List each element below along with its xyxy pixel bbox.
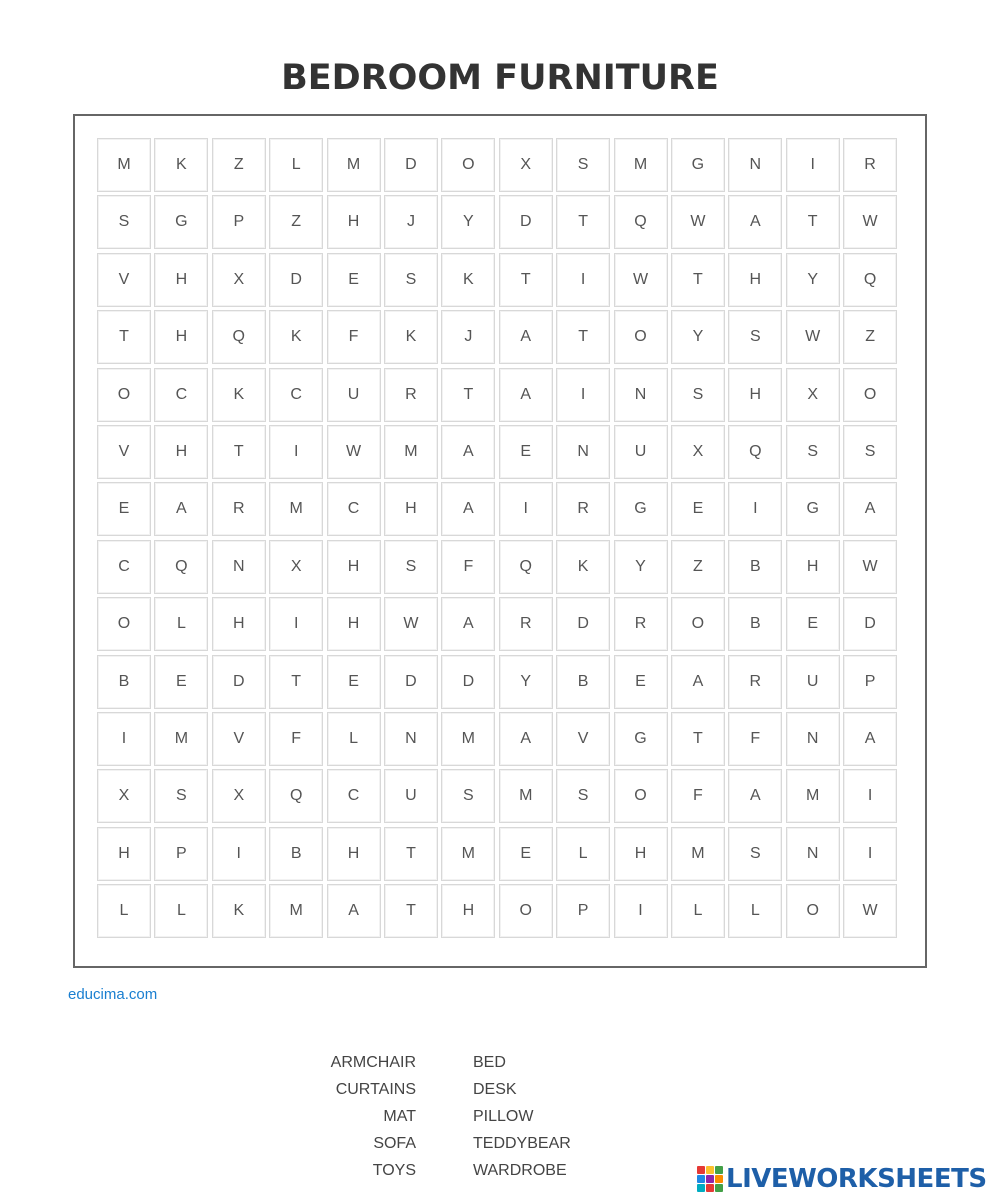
grid-cell[interactable]: U — [327, 368, 381, 422]
grid-cell[interactable]: I — [269, 597, 323, 651]
grid-cell[interactable]: X — [212, 769, 266, 823]
word-list-item: PILLOW — [473, 1108, 534, 1125]
grid-cell[interactable]: X — [786, 368, 840, 422]
grid-cell[interactable]: F — [728, 712, 782, 766]
grid-cell[interactable]: M — [154, 712, 208, 766]
grid-cell[interactable]: H — [327, 827, 381, 881]
grid-cell[interactable]: O — [843, 368, 897, 422]
grid-cell[interactable]: M — [441, 712, 495, 766]
grid-cell[interactable]: I — [499, 482, 553, 536]
grid-cell[interactable]: D — [441, 655, 495, 709]
grid-cell[interactable]: E — [154, 655, 208, 709]
grid-cell[interactable]: T — [441, 368, 495, 422]
logo-square — [706, 1184, 714, 1192]
grid-cell[interactable]: H — [154, 425, 208, 479]
grid-cell[interactable]: S — [728, 827, 782, 881]
grid-cell[interactable]: B — [728, 540, 782, 594]
grid-cell[interactable]: F — [671, 769, 725, 823]
grid-cell[interactable]: E — [327, 253, 381, 307]
grid-cell[interactable]: E — [327, 655, 381, 709]
grid-cell[interactable]: L — [671, 884, 725, 938]
grid-cell[interactable]: I — [614, 884, 668, 938]
grid-cell[interactable]: L — [269, 138, 323, 192]
grid-cell[interactable]: Q — [154, 540, 208, 594]
grid-cell[interactable]: K — [212, 884, 266, 938]
grid-cell[interactable]: O — [614, 310, 668, 364]
grid-cell[interactable]: R — [384, 368, 438, 422]
grid-cell[interactable]: H — [384, 482, 438, 536]
grid-cell[interactable]: X — [269, 540, 323, 594]
grid-cell[interactable]: T — [671, 253, 725, 307]
grid-cell[interactable]: D — [843, 597, 897, 651]
grid-cell[interactable]: B — [728, 597, 782, 651]
grid-cell[interactable]: V — [97, 425, 151, 479]
grid-cell[interactable]: H — [728, 253, 782, 307]
grid-cell[interactable]: M — [786, 769, 840, 823]
grid-cell[interactable]: N — [556, 425, 610, 479]
grid-cell[interactable]: R — [212, 482, 266, 536]
grid-cell[interactable]: I — [786, 138, 840, 192]
grid-cell[interactable]: T — [556, 310, 610, 364]
grid-cell[interactable]: Y — [441, 195, 495, 249]
grid-cell[interactable]: S — [97, 195, 151, 249]
grid-cell[interactable]: S — [556, 138, 610, 192]
grid-cell[interactable]: N — [384, 712, 438, 766]
grid-cell[interactable]: C — [327, 769, 381, 823]
grid-cell[interactable]: L — [556, 827, 610, 881]
grid-cell[interactable]: H — [327, 540, 381, 594]
grid-cell[interactable]: I — [556, 253, 610, 307]
grid-cell[interactable]: G — [786, 482, 840, 536]
grid-cell[interactable]: A — [728, 769, 782, 823]
grid-cell[interactable]: M — [97, 138, 151, 192]
grid-cell[interactable]: K — [212, 368, 266, 422]
grid-cell[interactable]: Z — [269, 195, 323, 249]
grid-cell[interactable]: C — [97, 540, 151, 594]
logo-square — [715, 1184, 723, 1192]
grid-cell[interactable]: E — [786, 597, 840, 651]
grid-cell[interactable]: I — [843, 769, 897, 823]
letter-grid — [97, 138, 897, 938]
grid-cell[interactable]: A — [728, 195, 782, 249]
grid-cell[interactable]: H — [614, 827, 668, 881]
grid-cell[interactable]: Q — [212, 310, 266, 364]
grid-cell[interactable]: Z — [843, 310, 897, 364]
grid-cell[interactable]: G — [614, 482, 668, 536]
grid-cell[interactable]: H — [154, 253, 208, 307]
grid-cell[interactable]: L — [97, 884, 151, 938]
grid-cell[interactable]: B — [556, 655, 610, 709]
grid-cell[interactable]: A — [441, 482, 495, 536]
word-list-item: DESK — [473, 1081, 517, 1098]
grid-cell[interactable]: P — [556, 884, 610, 938]
grid-cell[interactable]: E — [499, 827, 553, 881]
grid-cell[interactable]: A — [499, 310, 553, 364]
grid-cell[interactable]: L — [154, 884, 208, 938]
grid-cell[interactable]: Y — [614, 540, 668, 594]
grid-cell[interactable]: X — [499, 138, 553, 192]
grid-cell[interactable]: I — [556, 368, 610, 422]
grid-cell[interactable]: A — [327, 884, 381, 938]
grid-cell[interactable]: H — [327, 597, 381, 651]
grid-cell[interactable]: S — [441, 769, 495, 823]
word-list-item: SOFA — [373, 1135, 416, 1152]
grid-cell[interactable]: W — [614, 253, 668, 307]
grid-cell[interactable]: R — [728, 655, 782, 709]
grid-cell[interactable]: Z — [671, 540, 725, 594]
grid-cell[interactable]: S — [154, 769, 208, 823]
grid-cell[interactable]: Q — [269, 769, 323, 823]
logo-square — [697, 1184, 705, 1192]
grid-cell[interactable]: H — [441, 884, 495, 938]
logo-square — [706, 1175, 714, 1183]
grid-cell[interactable]: V — [212, 712, 266, 766]
grid-cell[interactable]: R — [499, 597, 553, 651]
grid-cell[interactable]: V — [97, 253, 151, 307]
word-list-right — [473, 1049, 673, 1184]
grid-cell[interactable]: U — [384, 769, 438, 823]
word-list-item: TEDDYBEAR — [473, 1135, 571, 1152]
grid-cell[interactable]: S — [843, 425, 897, 479]
logo-square — [715, 1175, 723, 1183]
grid-cell[interactable]: W — [671, 195, 725, 249]
grid-cell[interactable]: G — [154, 195, 208, 249]
grid-cell[interactable]: I — [269, 425, 323, 479]
grid-cell[interactable]: H — [786, 540, 840, 594]
word-list-left — [280, 1049, 416, 1184]
grid-cell[interactable]: V — [556, 712, 610, 766]
grid-cell[interactable]: D — [269, 253, 323, 307]
grid-cell[interactable]: X — [212, 253, 266, 307]
grid-cell[interactable]: F — [327, 310, 381, 364]
grid-cell[interactable]: M — [269, 482, 323, 536]
grid-cell[interactable]: Q — [499, 540, 553, 594]
grid-cell[interactable]: K — [441, 253, 495, 307]
grid-cell[interactable]: H — [154, 310, 208, 364]
word-list-item: BED — [473, 1054, 506, 1071]
grid-cell[interactable]: N — [212, 540, 266, 594]
grid-cell[interactable]: H — [97, 827, 151, 881]
brand-logo[interactable] — [697, 1164, 987, 1194]
grid-cell[interactable]: O — [786, 884, 840, 938]
grid-cell[interactable]: O — [441, 138, 495, 192]
grid-cell[interactable]: B — [269, 827, 323, 881]
grid-cell[interactable]: N — [786, 712, 840, 766]
grid-cell[interactable]: T — [97, 310, 151, 364]
grid-cell[interactable]: Q — [728, 425, 782, 479]
grid-cell[interactable]: H — [212, 597, 266, 651]
grid-cell[interactable]: I — [212, 827, 266, 881]
grid-cell[interactable]: Q — [843, 253, 897, 307]
grid-cell[interactable]: W — [786, 310, 840, 364]
grid-cell[interactable]: M — [671, 827, 725, 881]
logo-square — [697, 1175, 705, 1183]
grid-cell[interactable]: C — [154, 368, 208, 422]
grid-cell[interactable]: D — [384, 138, 438, 192]
grid-cell[interactable]: T — [786, 195, 840, 249]
grid-cell[interactable]: C — [269, 368, 323, 422]
grid-cell[interactable]: S — [671, 368, 725, 422]
brand-name: LIVEWORKSHEETS — [726, 1164, 987, 1194]
grid-cell[interactable]: O — [614, 769, 668, 823]
grid-cell[interactable]: N — [786, 827, 840, 881]
liveworksheets-logo-icon — [697, 1166, 723, 1192]
grid-cell[interactable]: Y — [671, 310, 725, 364]
logo-square — [697, 1166, 705, 1174]
grid-cell[interactable]: K — [384, 310, 438, 364]
grid-cell[interactable]: M — [269, 884, 323, 938]
word-list-item: CURTAINS — [335, 1081, 416, 1098]
grid-cell[interactable]: T — [556, 195, 610, 249]
grid-cell[interactable]: Z — [212, 138, 266, 192]
grid-cell[interactable]: C — [327, 482, 381, 536]
grid-cell[interactable]: S — [384, 253, 438, 307]
grid-cell[interactable]: P — [154, 827, 208, 881]
grid-cell[interactable]: L — [327, 712, 381, 766]
grid-cell[interactable]: X — [671, 425, 725, 479]
grid-cell[interactable]: T — [269, 655, 323, 709]
grid-cell[interactable]: A — [671, 655, 725, 709]
grid-cell[interactable]: D — [384, 655, 438, 709]
grid-cell[interactable]: T — [384, 827, 438, 881]
grid-cell[interactable]: A — [843, 482, 897, 536]
grid-cell[interactable]: M — [499, 769, 553, 823]
grid-cell[interactable]: H — [728, 368, 782, 422]
grid-cell[interactable]: A — [499, 712, 553, 766]
grid-cell[interactable]: R — [843, 138, 897, 192]
grid-cell[interactable]: N — [614, 368, 668, 422]
grid-cell[interactable]: U — [614, 425, 668, 479]
grid-cell[interactable]: W — [843, 540, 897, 594]
grid-cell[interactable]: W — [327, 425, 381, 479]
grid-cell[interactable]: A — [441, 425, 495, 479]
grid-cell[interactable]: R — [614, 597, 668, 651]
grid-cell[interactable]: J — [384, 195, 438, 249]
word-list-item: TOYS — [372, 1162, 416, 1179]
grid-cell[interactable]: D — [499, 195, 553, 249]
grid-cell[interactable]: G — [614, 712, 668, 766]
grid-cell[interactable]: E — [671, 482, 725, 536]
grid-cell[interactable]: W — [843, 195, 897, 249]
grid-cell[interactable]: B — [97, 655, 151, 709]
grid-cell[interactable]: T — [671, 712, 725, 766]
grid-cell[interactable]: S — [384, 540, 438, 594]
grid-cell[interactable]: M — [327, 138, 381, 192]
grid-cell[interactable]: N — [728, 138, 782, 192]
grid-cell[interactable]: D — [556, 597, 610, 651]
grid-cell[interactable]: A — [499, 368, 553, 422]
grid-cell[interactable]: O — [499, 884, 553, 938]
grid-cell[interactable]: I — [97, 712, 151, 766]
grid-cell[interactable]: S — [728, 310, 782, 364]
grid-cell[interactable]: J — [441, 310, 495, 364]
grid-cell[interactable]: A — [154, 482, 208, 536]
grid-cell[interactable]: P — [843, 655, 897, 709]
grid-cell[interactable]: E — [97, 482, 151, 536]
grid-cell[interactable]: U — [786, 655, 840, 709]
grid-cell[interactable]: Y — [499, 655, 553, 709]
grid-cell[interactable]: Q — [614, 195, 668, 249]
grid-cell[interactable]: L — [728, 884, 782, 938]
grid-cell[interactable]: L — [154, 597, 208, 651]
grid-cell[interactable]: M — [441, 827, 495, 881]
credit-link[interactable]: educima.com — [68, 986, 158, 1003]
grid-cell[interactable]: T — [384, 884, 438, 938]
grid-cell[interactable]: M — [614, 138, 668, 192]
word-list-item: MAT — [383, 1108, 416, 1125]
grid-cell[interactable]: R — [556, 482, 610, 536]
grid-cell[interactable]: W — [384, 597, 438, 651]
logo-square — [706, 1166, 714, 1174]
grid-cell[interactable]: S — [786, 425, 840, 479]
grid-cell[interactable]: F — [269, 712, 323, 766]
grid-cell[interactable]: I — [843, 827, 897, 881]
grid-cell[interactable]: E — [499, 425, 553, 479]
grid-cell[interactable]: A — [843, 712, 897, 766]
grid-cell[interactable]: D — [212, 655, 266, 709]
grid-cell[interactable]: S — [556, 769, 610, 823]
page-title: BEDROOM FURNITURE — [281, 58, 719, 98]
grid-cell[interactable]: E — [614, 655, 668, 709]
grid-cell[interactable]: H — [327, 195, 381, 249]
grid-cell[interactable]: K — [556, 540, 610, 594]
grid-cell[interactable]: F — [441, 540, 495, 594]
logo-square — [715, 1166, 723, 1174]
word-list-item: WARDROBE — [473, 1162, 567, 1179]
word-list-item: ARMCHAIR — [330, 1054, 416, 1071]
grid-cell[interactable]: O — [671, 597, 725, 651]
grid-cell[interactable]: G — [671, 138, 725, 192]
grid-cell[interactable]: O — [97, 368, 151, 422]
grid-cell[interactable]: I — [728, 482, 782, 536]
grid-cell[interactable]: W — [843, 884, 897, 938]
grid-cell[interactable]: A — [441, 597, 495, 651]
grid-cell[interactable]: O — [97, 597, 151, 651]
grid-cell[interactable]: Y — [786, 253, 840, 307]
grid-cell[interactable]: T — [212, 425, 266, 479]
grid-cell[interactable]: T — [499, 253, 553, 307]
grid-cell[interactable]: X — [97, 769, 151, 823]
grid-cell[interactable]: M — [384, 425, 438, 479]
grid-cell[interactable]: K — [269, 310, 323, 364]
grid-cell[interactable]: K — [154, 138, 208, 192]
grid-cell[interactable]: P — [212, 195, 266, 249]
